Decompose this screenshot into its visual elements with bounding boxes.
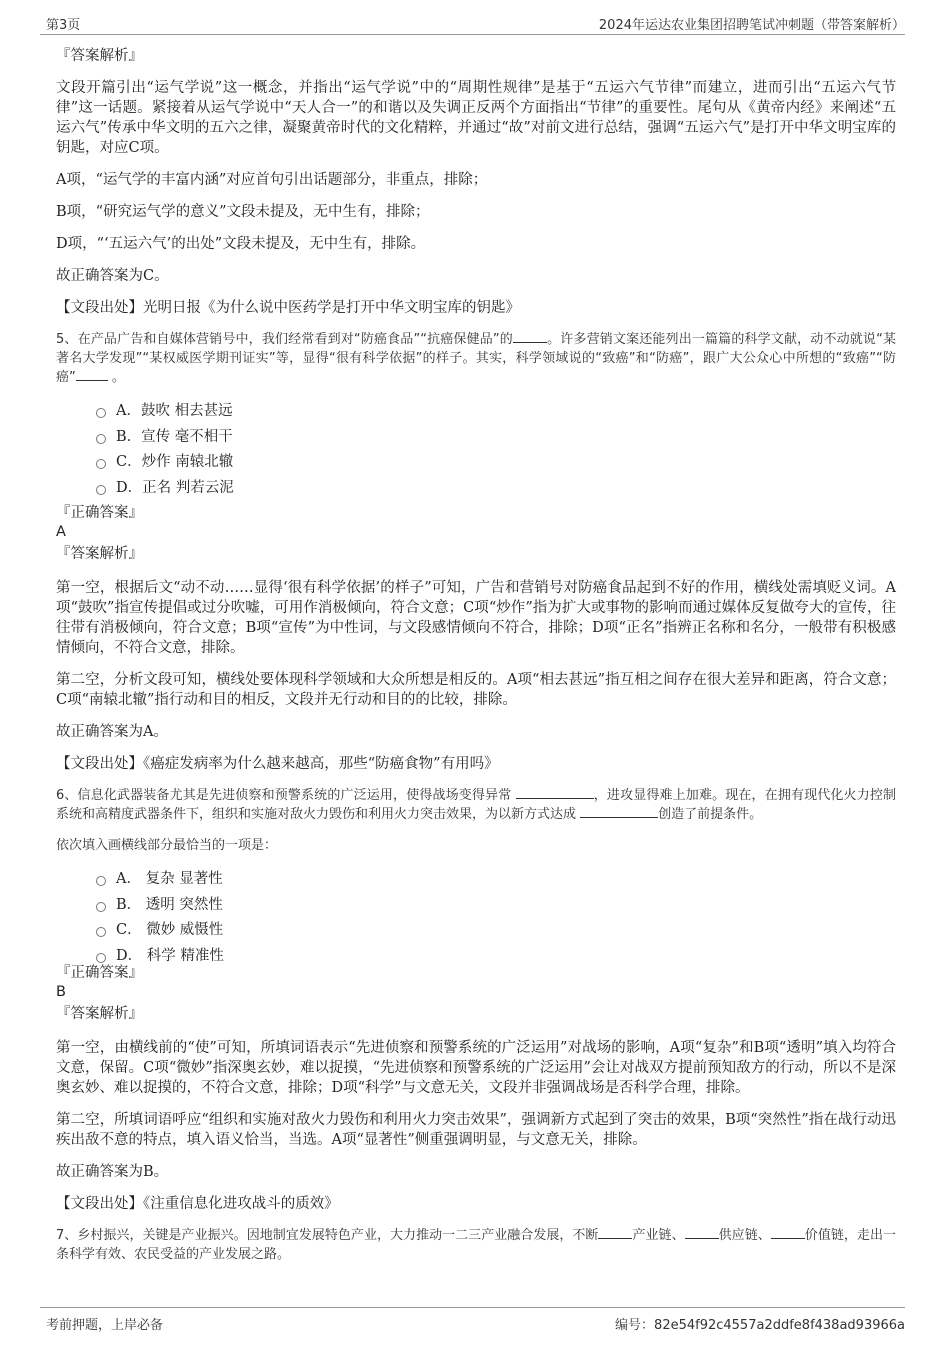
radio-icon[interactable] (96, 459, 106, 469)
correct-answer: B (56, 984, 66, 1000)
source-citation: 【文段出处】《癌症发病率为什么越来越高，那些“防癌食物”有用吗》 (56, 756, 499, 772)
option-list (96, 399, 896, 501)
footer-slogan: 考前押题，上岸必备 (46, 1318, 164, 1333)
radio-icon[interactable] (96, 434, 106, 444)
page-footer (40, 1307, 905, 1332)
radio-icon[interactable] (96, 953, 106, 963)
question-prompt: 依次填入画横线部分最恰当的一项是： (56, 838, 278, 853)
fill-blank (76, 368, 108, 381)
radio-icon[interactable] (96, 876, 106, 886)
radio-icon[interactable] (96, 408, 106, 418)
correct-answer-label: 『正确答案』 (56, 505, 143, 521)
analysis-paragraph: A项，“运气学的丰富内涵”对应首句引出话题部分，非重点，排除； (56, 172, 488, 188)
analysis-label: 『答案解析』 (56, 48, 143, 64)
analysis-label: 『答案解析』 (56, 1006, 143, 1022)
radio-icon[interactable] (96, 902, 106, 912)
page-content (56, 40, 896, 1264)
question-5: 5、在产品广告和自媒体营销号中，我们经常看到对“防癌食品”“抗癌保健品”的 。许多营销文案还能列出一篇篇的科学文献，动不动就说“某著名大学发现”“某权威医学期刊证实”等，显得“很有科学依据”的样子。其实，科学领域说的“致癌”和“防癌”，跟广大公众心中所想的“致癌”“防癌” 。 (56, 332, 896, 385)
analysis-conclusion: 故正确答案为A。 (56, 724, 168, 740)
option-c[interactable]: C．炒作 南辕北辙 (96, 450, 896, 476)
page-number: 第3页 (46, 18, 81, 33)
analysis-paragraph: 文段开篇引出“运气学说”这一概念，并指出“运气学说”中的“周期性规律”是基于“五运六气节律”而建立，进而引出“五运六气节律”这一话题。紧接着从运气学说中“天人合一”的和谐以及失调正反两个方面指出“节律”的重要性。尾句从《黄帝内经》来阐述“五运六气”传承中华文明的五六之律，凝聚黄帝时代的文化精粹，并通过“故”对前文进行总结，强调“五运六气”是打开中华文明宝库的钥匙，对应C项。 (56, 80, 896, 156)
option-c[interactable]: C． 微妙 威慑性 (96, 918, 896, 944)
radio-icon[interactable] (96, 927, 106, 937)
fill-blank (771, 1226, 805, 1239)
question-7: 7、乡村振兴，关键是产业振兴。因地制宜发展特色产业，大力推动一二三产业融合发展，不断 产业链、 供应链、 价值链，走出一条科学有效、农民受益的产业发展之路。 (56, 1228, 896, 1262)
analysis-paragraph: 第一空，由横线前的“使”可知，所填词语表示“先进侦察和预警系统的广泛运用”对战场的影响，A项“复杂”和B项“透明”填入均符合文意，保留。C项“微妙”指深奥玄妙，难以捉摸，“先进侦察和预警系统的广泛运用”会让对战双方提前预知敌方的行动，所以不是深奥玄妙、难以捉摸的，不符合文意，排除；D项“科学”与文意无关，文段并非强调战场是否科学合理，排除。 (56, 1040, 896, 1096)
analysis-paragraph: 第一空，根据后文“动不动……显得‘很有科学依据’的样子”可知，广告和营销号对防癌食品起到不好的作用，横线处需填贬义词。A项“鼓吹”指宣传提倡或过分吹嘘，可用作消极倾向，符合文意；C项“炒作”指为扩大或事物的影响而通过媒体反复做夸大的宣传，往往带有消极倾向，符合文意；B项“宣传”为中性词，与文段感情倾向不符合，排除；D项“正名”指辨正名称和名分，一般带有积极感情倾向，不符合文意，排除。 (56, 580, 896, 656)
source-citation: 【文段出处】光明日报《为什么说中医药学是打开中华文明宝库的钥匙》 (56, 300, 520, 316)
option-d[interactable]: D． 科学 精准性 (96, 944, 896, 970)
fill-blank (685, 1226, 719, 1239)
source-citation: 【文段出处】《注重信息化进攻战斗的质效》 (56, 1196, 339, 1212)
option-a[interactable]: A．鼓吹 相去甚远 (96, 399, 896, 425)
analysis-paragraph: B项，“研究运气学的意义”文段未提及，无中生有，排除； (56, 204, 430, 220)
analysis-paragraph: 第二空，所填词语呼应“组织和实施对敌火力毁伤和利用火力突击效果”，强调新方式起到了突击的效果，B项“突然性”指在战行动迅疾出敌不意的特点，填入语义恰当，当选。A项“显著性”侧重强调明显，与文意无关，排除。 (56, 1112, 896, 1148)
fill-blank (513, 330, 547, 343)
option-d[interactable]: D．正名 判若云泥 (96, 476, 896, 502)
correct-answer-label: 『正确答案』 (56, 965, 143, 981)
document-title: 2024年运达农业集团招聘笔试冲刺题（带答案解析） (598, 18, 905, 33)
option-b[interactable]: B． 透明 突然性 (96, 893, 896, 919)
question-6: 6、信息化武器装备尤其是先进侦察和预警系统的广泛运用，使得战场变得异常 ，进攻显得难上加难。现在，在拥有现代化火力控制系统和高精度武器条件下，组织和实施对敌火力毁伤和利用火力突击效果，为以新方式达成 创造了前提条件。 (56, 788, 896, 822)
page-header (40, 10, 905, 35)
document-code: 编号：82e54f92c4557a2ddfe8f438ad93966a (615, 1318, 905, 1333)
option-list (96, 867, 896, 969)
correct-answer: A (56, 524, 66, 540)
analysis-label: 『答案解析』 (56, 546, 143, 562)
analysis-paragraph: 第二空，分析文段可知，横线处要体现科学领域和大众所想是相反的。A项“相去甚远”指互相之间存在很大差异和距离，符合文意；C项“南辕北辙”指行动和目的相反，文段并无行动和目的的比较，排除。 (56, 672, 896, 708)
fill-blank (598, 1226, 632, 1239)
analysis-conclusion: 故正确答案为B。 (56, 1164, 169, 1180)
analysis-conclusion: 故正确答案为C。 (56, 268, 169, 284)
fill-blank (580, 805, 658, 818)
option-a[interactable]: A． 复杂 显著性 (96, 867, 896, 893)
fill-blank (516, 786, 594, 799)
radio-icon[interactable] (96, 485, 106, 495)
analysis-paragraph: D项，“‘五运六气’的出处”文段未提及，无中生有，排除。 (56, 236, 426, 252)
option-b[interactable]: B．宣传 毫不相干 (96, 425, 896, 451)
